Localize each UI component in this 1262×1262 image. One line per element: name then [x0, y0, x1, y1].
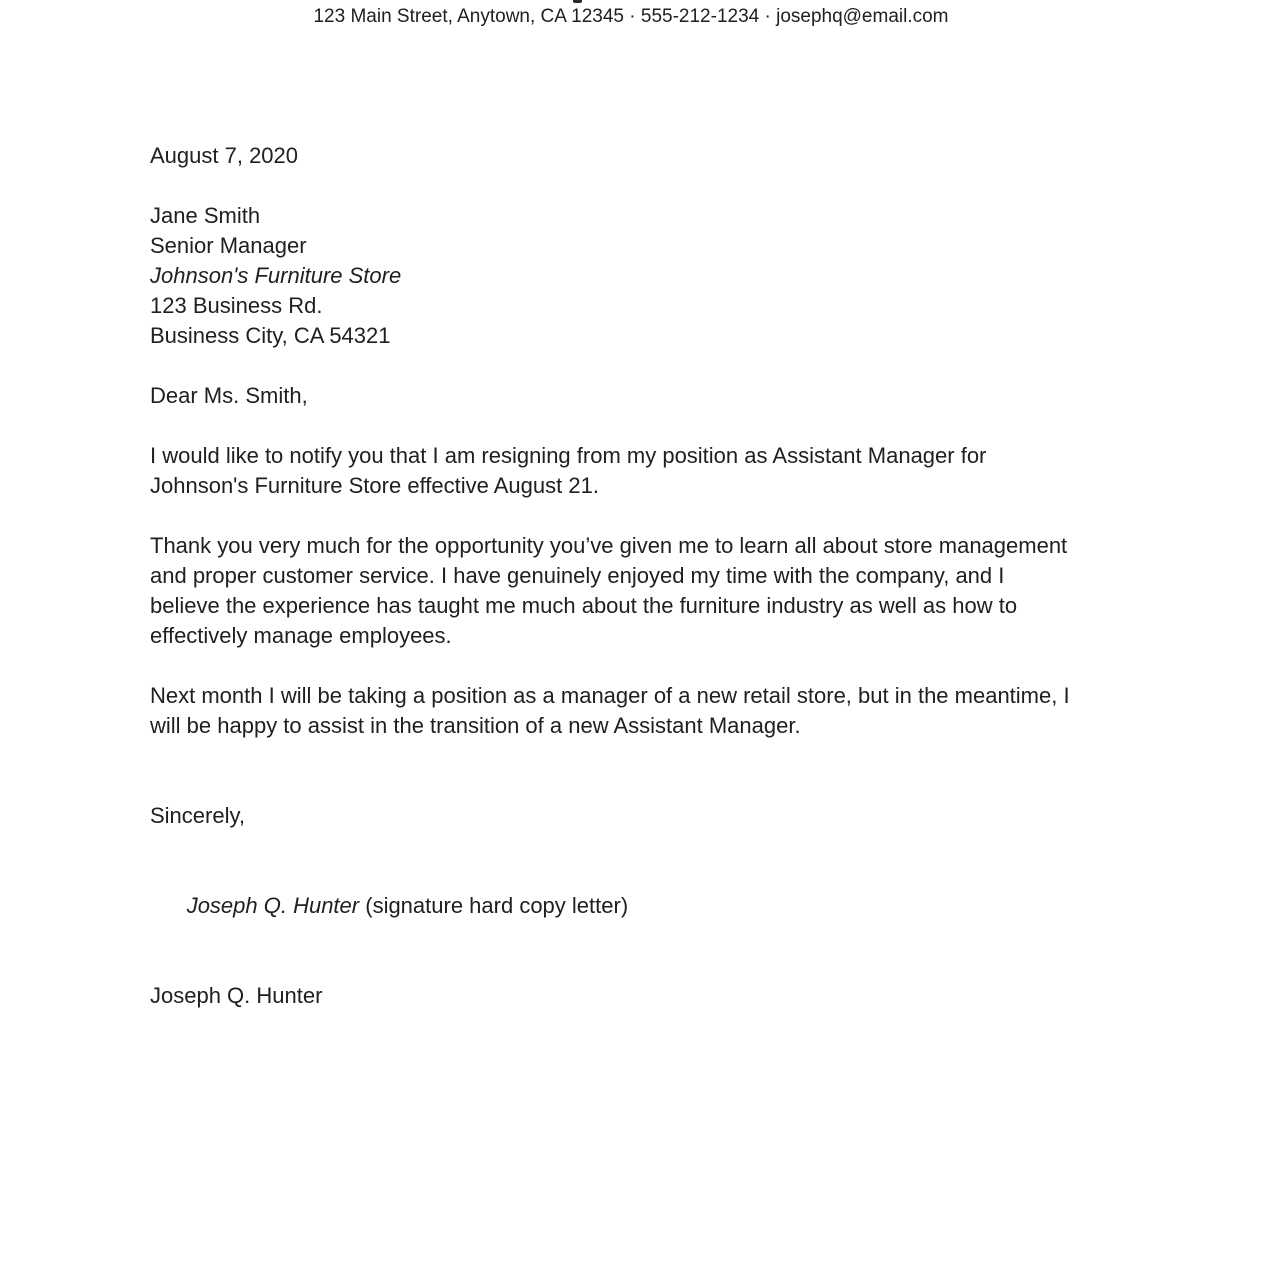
recipient-name: Jane Smith: [150, 203, 261, 228]
signature-note: (signature hard copy letter): [359, 893, 629, 918]
paragraph-2: [150, 531, 1135, 651]
paragraph-3: [150, 681, 1135, 741]
paragraph-2-line-1: Thank you very much for the opportunity you’ve given me to learn all about store management: [150, 533, 1068, 558]
cropped-letterhead-name-fragment: [573, 0, 582, 3]
paragraph-2-line-2: and proper customer service. I have genuinely enjoyed my time with the company, and I: [150, 563, 1005, 588]
recipient-company: Johnson's Furniture Store: [150, 263, 402, 288]
paragraph-1-line-1: I would like to notify you that I am resigning from my position as Assistant Manager for: [150, 443, 987, 468]
salutation: Dear Ms. Smith,: [150, 383, 308, 408]
paragraph-3-line-2: will be happy to assist in the transition of a new Assistant Manager.: [150, 713, 801, 738]
recipient-city: Business City, CA 54321: [150, 323, 391, 348]
letter-body: [150, 141, 1135, 1011]
letterhead-contact-line: 123 Main Street, Anytown, CA 12345 · 555-212-1234 · josephq@email.com: [313, 6, 949, 27]
closing: Sincerely,: [150, 803, 245, 828]
paragraph-3-line-1: Next month I will be taking a position as a manager of a new retail store, but in the meantime, I: [150, 683, 1070, 708]
letter-date: August 7, 2020: [150, 143, 299, 168]
paragraph-2-line-3: believe the experience has taught me much about the furniture industry as well as how to: [150, 593, 1018, 618]
paragraph-2-line-4: effectively manage employees.: [150, 623, 452, 648]
recipient-title: Senior Manager: [150, 233, 307, 258]
signature-name: Joseph Q. Hunter: [186, 893, 360, 918]
letterhead: [0, 0, 1262, 30]
paragraph-1: [150, 441, 1135, 501]
recipient-street: 123 Business Rd.: [150, 293, 323, 318]
recipient-address-block: [150, 201, 1135, 351]
paragraph-1-line-2: Johnson's Furniture Store effective August 21.: [150, 473, 599, 498]
typed-name: Joseph Q. Hunter: [150, 983, 323, 1008]
signature-line: [150, 861, 1135, 951]
